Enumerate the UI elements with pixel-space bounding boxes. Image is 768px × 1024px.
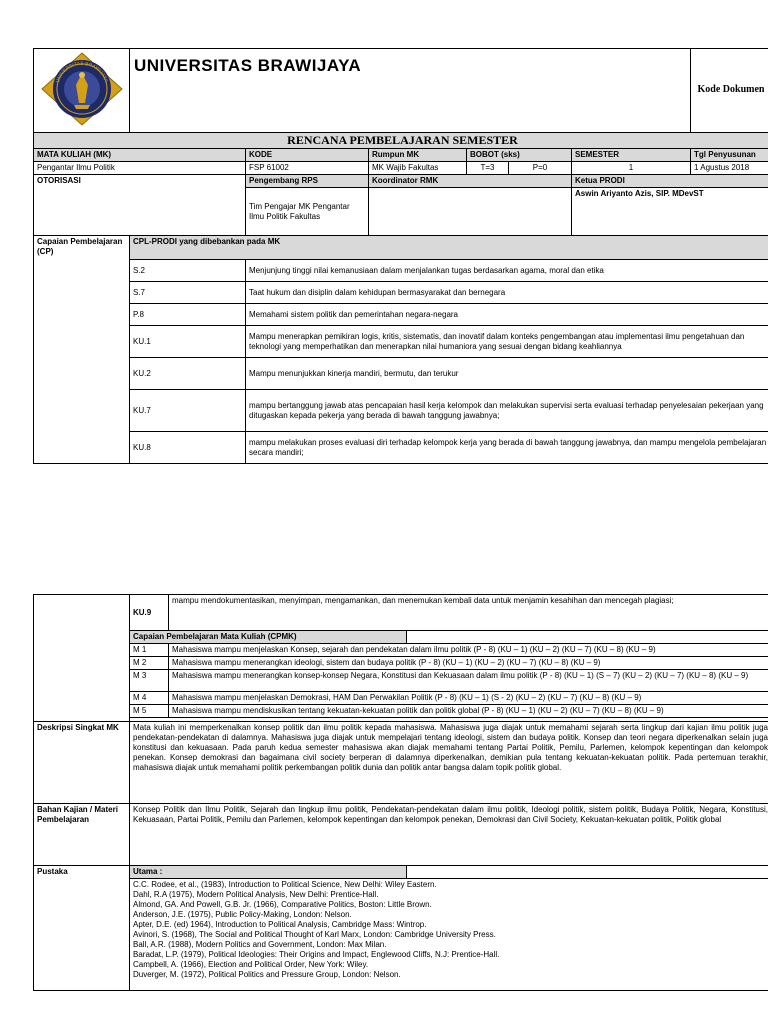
rps-detail-table (33, 594, 768, 991)
cpl-text: mampu bertanggung jawab atas pencapaian hasil kerja kelompok dan melakukan supervisi serta evaluasi terhadap penyelesaian pekerjaan yang ditugaskan kepada pekerja yang berada di bawah tanggung jawabnya; (246, 390, 768, 432)
cpl-text: mampu mendokumentasikan, menyimpan, mengamankan, dan menemukan kembali data untuk menjamin kesahihan dan mencegah plagiasi; (169, 595, 768, 631)
capaian-label: Capaian Pembelajaran (CP) (34, 236, 130, 464)
bobot-header: BOBOT (sks) (467, 149, 572, 162)
cpmk-text: Mahasiswa mampu menjelaskan Demokrasi, HAM Dan Perwakilan Politik (P - 8) (KU – 1) (S - 2) (KU – 2) (KU – 7) (KU – 8) (KU – 9) (169, 692, 768, 705)
cpmk-text: Mahasiswa mampu menjelaskan Konsep, sejarah dan pendekatan dalam ilmu politik (P - 8) (KU – 1) (KU – 2) (KU – 7) (KU – 8) (KU – 9) (169, 644, 768, 657)
pengembang-label: Pengembang RPS (246, 175, 369, 188)
tgl-value: 1 Agustus 2018 (691, 162, 768, 175)
cpmk-text: Mahasiswa mampu menerangkan ideologi, sistem dan budaya politik (P - 8) (KU – 1) (KU – 2) (KU – 7) (KU – 8) (KU – 9) (169, 657, 768, 670)
rps-page-block-2 (33, 594, 768, 991)
otorisasi-empty (34, 188, 246, 236)
tgl-header: Tgl Penyusunan (691, 149, 768, 162)
cpl-code: KU.8 (130, 432, 246, 464)
rumpun-header: Rumpun MK (369, 149, 467, 162)
kode-value: FSP 61002 (246, 162, 369, 175)
kode-header: KODE (246, 149, 369, 162)
cpl-code: P.8 (130, 304, 246, 326)
reference-item: Campbell, A. (1966), Election and Political Order, New York: Wiley. (133, 960, 369, 969)
otorisasi-label: OTORISASI (34, 175, 246, 188)
cpl-text: Memahami sistem politik dan pemerintahan negara-negara (246, 304, 768, 326)
university-logo (38, 51, 126, 127)
pustaka-label: Pustaka (34, 866, 130, 991)
cpl-code: S.7 (130, 282, 246, 304)
cpl-text: Taat hukum dan disiplin dalam kehidupan bermasyarakat dan bernegara (246, 282, 768, 304)
semester-header: SEMESTER (572, 149, 691, 162)
pengembang-value: Tim Pengajar MK Pengantar Ilmu Politik Fakultas (246, 188, 369, 236)
reference-item: Almond, GA. And Powell, G.B. Jr. (1966), Comparative Politics, Boston: Little Brown. (133, 900, 432, 909)
cpmk-code: M 1 (130, 644, 169, 657)
reference-item: Anderson, J.E. (1975), Public Policy-Making, London: Nelson. (133, 910, 352, 919)
logo-cell (34, 49, 130, 133)
koordinator-value (369, 188, 572, 236)
bahan-text: Konsep Politik dan Ilmu Politik, Sejarah dan lingkup ilmu politik, Pendekatan-pendekatan dalam ilmu politik, Ideologi politik, sistem politik, Budaya Politik, Negara, Konstitusi, Kekuasaan, Partai Politik, Pemilu dan Parlemen, kelompok kepentingan dan kelompok penekan, Demokrasi dan Civil Society, Kekuatan-kekuatan politik, Politik global (130, 804, 768, 866)
cpmk-code: M 5 (130, 705, 169, 718)
deskripsi-text: Mata kuliah ini memperkenalkan konsep politik dan ilmu politik kepada mahasiswa. Mahasiswa juga diajak untuk memahami sejarah serta lingkup dari kajian ilmu politik juga pendekatan-pendekatan di dalamnya. Mahasiswa juga diajak untuk mempelajari tentang ideologi, sistem dan budaya politik. Konsep dan teori negara diperkenalkan selain juga konstitusi dan kekuasaan. Pada paruh kedua semester mahasiswa akan diajak memahami tentang Partai Politik, Pemilu, Parlemen, kelompok kepentingan dan kelompok penekan. Konsep demokrasi dan bagaimana civil society berperan di dalamnya diperkenalkan, demikian pula tentang kekuatan-kekuatan politik. Pada pertemuan terakhir, mahasiswa diajak untuk memahami politik perkembangan politik dunia dan politik antar bangsa dalam topik politik global. (130, 722, 768, 804)
cpmk-header: Capaian Pembelajaran Mata Kuliah (CPMK) (130, 631, 407, 644)
bobot-p-value: P=0 (509, 162, 572, 175)
logo-text: UNIVERSITAS BRAWIJAYA (54, 60, 109, 84)
cpmk-header-empty (407, 631, 768, 644)
rps-header-table (33, 48, 768, 464)
cpl-text: Mampu menunjukkan kinerja mandiri, bermutu, dan terukur (246, 358, 768, 390)
cpmk-code: M 4 (130, 692, 169, 705)
bobot-t-value: T=3 (467, 162, 509, 175)
reference-item: C.C. Rodee, et al., (1983), Introduction to Political Science, New Delhi: Wiley Eastern. (133, 880, 437, 889)
cpmk-text: Mahasiswa mampu menerangkan konsep-konsep Negara, Konstitusi dan Kekuasaan dalam ilmu politik (P - 8) (KU – 1) (S – 7) (KU – 2) (KU – 7) (KU – 8) (KU – 9) (169, 670, 768, 692)
page-title: RENCANA PEMBELAJARAN SEMESTER (34, 133, 768, 149)
rps-page-block-1 (33, 48, 768, 464)
capaian-continued (34, 595, 130, 722)
semester-value: 1 (572, 162, 691, 175)
cpmk-code: M 3 (130, 670, 169, 692)
cpl-code: KU.2 (130, 358, 246, 390)
ketua-value: Aswin Ariyanto Azis, SIP. MDevST (572, 188, 768, 236)
reference-item: Dahl, R.A (1975), Modern Political Analysis, New Delhi: Prentice-Hall. (133, 890, 379, 899)
deskripsi-label: Deskripsi Singkat MK (34, 722, 130, 804)
cpmk-code: M 2 (130, 657, 169, 670)
utama-label: Utama : (130, 866, 407, 879)
utama-empty (407, 866, 768, 879)
cpl-text: Mampu menerapkan pemikiran logis, kritis, sistematis, dan inovatif dalam konteks pengembangan atau implementasi ilmu pengetahuan dan teknologi yang memperhatikan dan menerapkan nilai humaniora yang sesuai dengan bidang keahliannya (246, 326, 768, 358)
reference-item: Baradat, L.P. (1979), Political Ideologies: Their Origins and Impact, Englewood Cliffs, N.J: Prentice-Hall. (133, 950, 500, 959)
cpl-code: S.2 (130, 260, 246, 282)
doc-code-label: Kode Dokumen (691, 49, 768, 133)
reference-item: Duverger, M. (1972), Political Politics and Pressure Group, London: Nelson. (133, 970, 401, 979)
rumpun-value: MK Wajib Fakultas (369, 162, 467, 175)
cpmk-text: Mahasiswa mampu mendiskusikan tentang kekuatan-kekuatan politik dan politik global (P - 8) (KU – 1) (KU – 2) (KU – 7) (KU – 8) (KU – 9) (169, 705, 768, 718)
cpl-code: KU.1 (130, 326, 246, 358)
reference-list (130, 879, 768, 991)
cpl-code: KU.9 (130, 595, 169, 631)
cpl-text: Menjunjung tinggi nilai kemanusiaan dalam menjalankan tugas berdasarkan agama, moral dan etika (246, 260, 768, 282)
reference-item: Apter, D.E. (ed) 1964), Introduction to Political Analysis, Cambridge Mass: Wintrop. (133, 920, 427, 929)
mk-value: Pengantar Ilmu Politik (34, 162, 246, 175)
koordinator-label: Koordinator RMK (369, 175, 572, 188)
reference-item: Avinori, S. (1968), The Social and Political Thought of Karl Marx, London: Cambridge University Press. (133, 930, 496, 939)
cpl-code: KU.7 (130, 390, 246, 432)
cpl-text: mampu melakukan proses evaluasi diri terhadap kelompok kerja yang berada di bawah tanggung jawabnya, dan mampu mengelola pembelajaran secara mandiri; (246, 432, 768, 464)
university-name: UNIVERSITAS BRAWIJAYA (130, 49, 691, 133)
mk-header: MATA KULIAH (MK) (34, 149, 246, 162)
bahan-label: Bahan Kajian / Materi Pembelajaran (34, 804, 130, 866)
ketua-label: Ketua PRODI (572, 175, 768, 188)
reference-item: Ball, A.R. (1988), Modern Politics and Government, London: Max Milan. (133, 940, 387, 949)
cpl-header: CPL-PRODI yang dibebankan pada MK (130, 236, 768, 260)
